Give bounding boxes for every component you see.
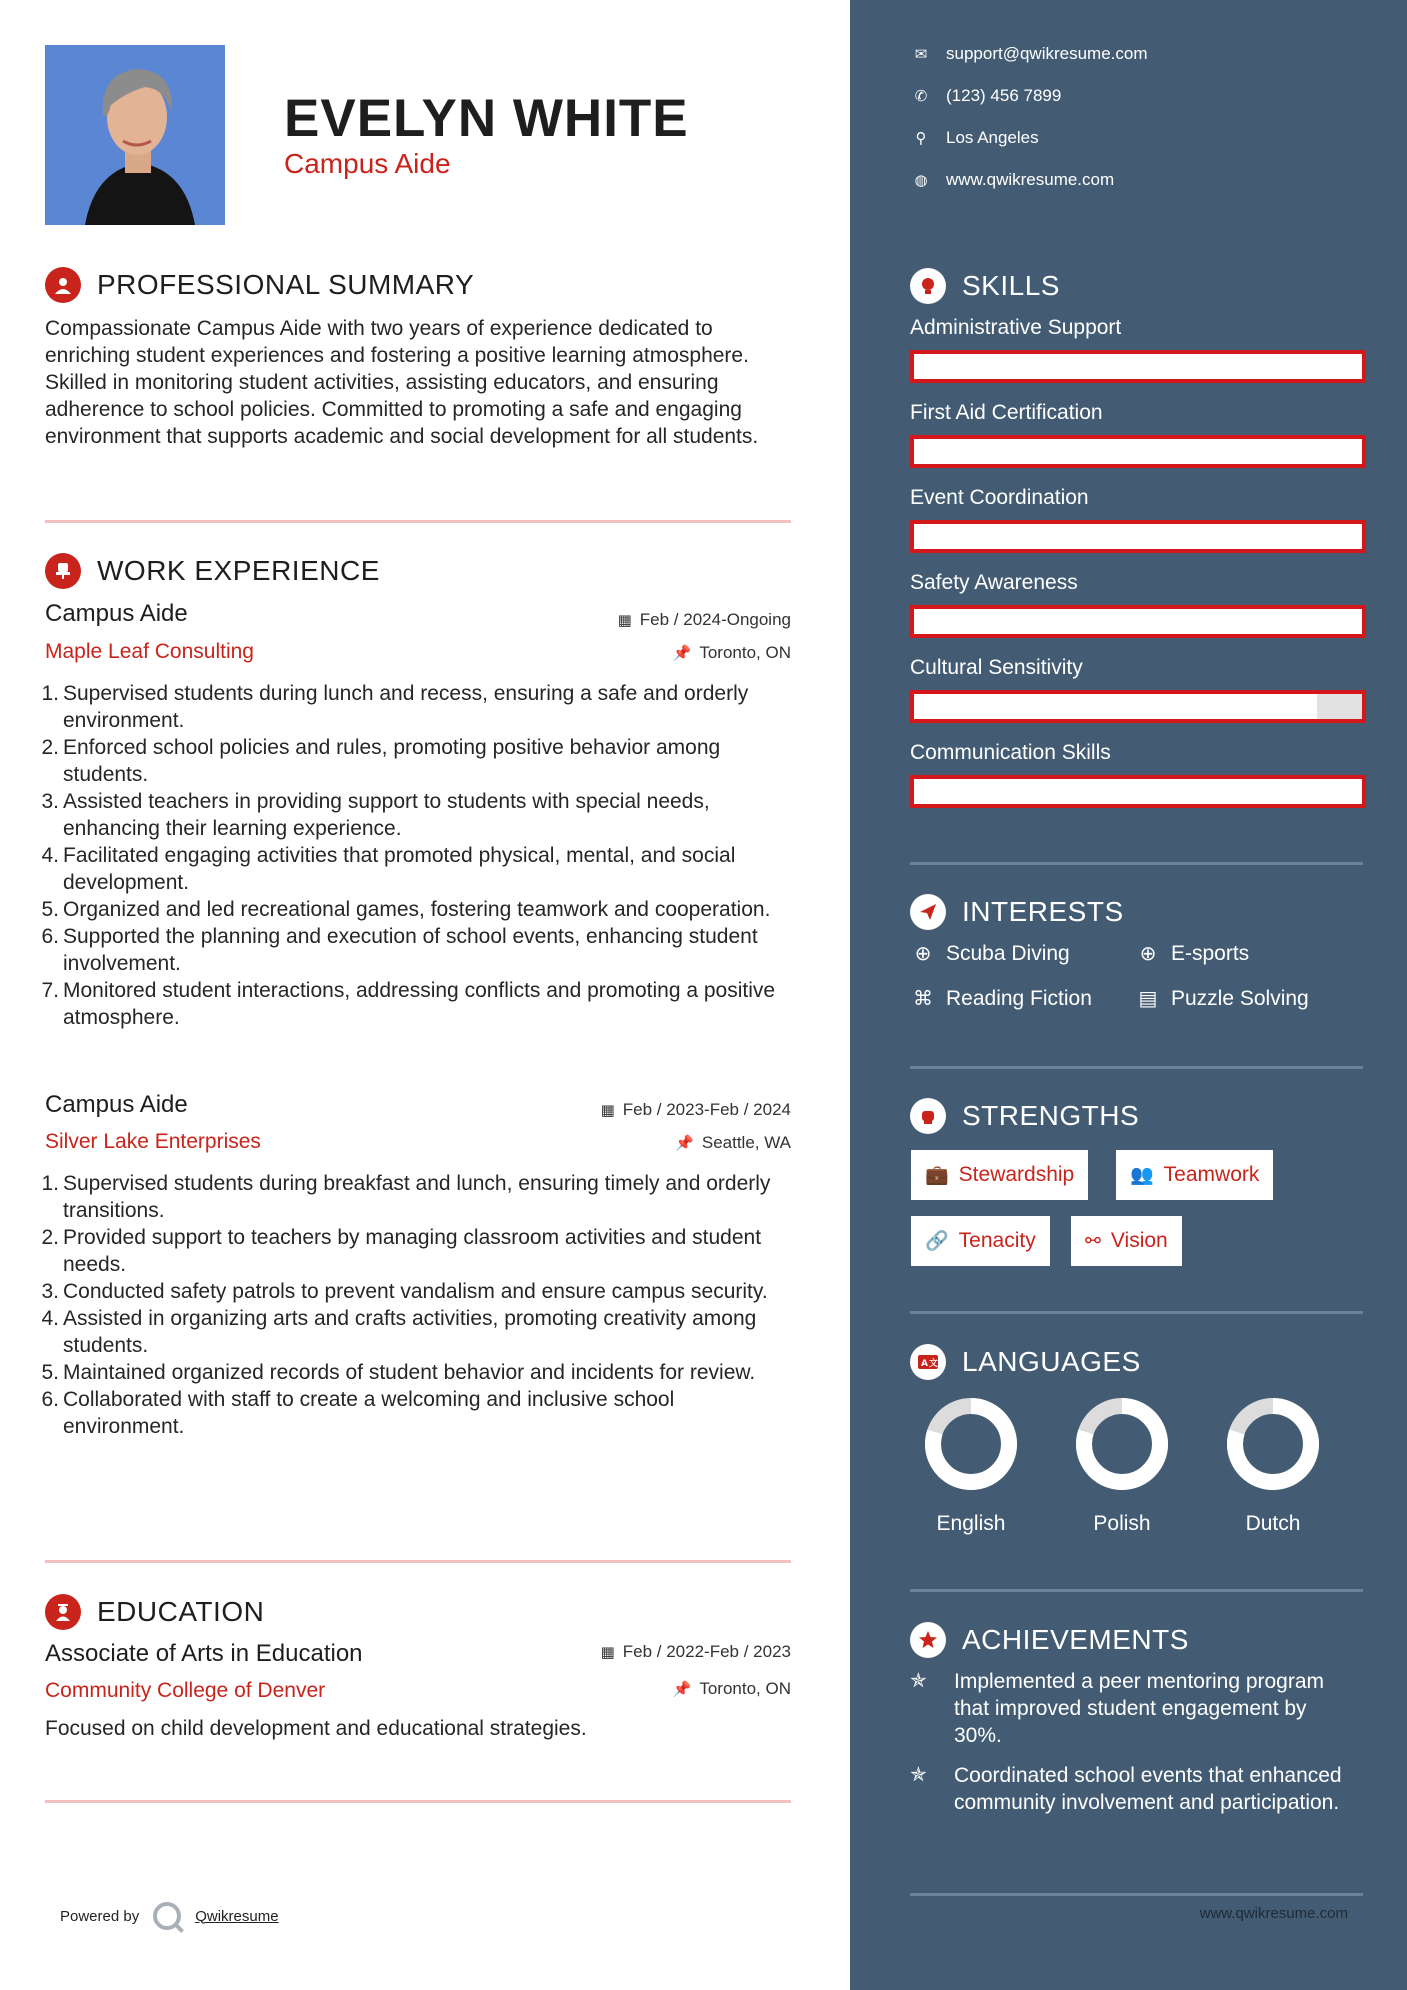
section-divider xyxy=(45,1560,791,1563)
job-bullet xyxy=(30,923,800,977)
contact-phone[interactable] xyxy=(910,86,1061,106)
section-divider xyxy=(910,1589,1363,1592)
bullet-text: Provided support to teachers by managing classroom activities and student needs. xyxy=(63,1226,762,1276)
strength-label: Teamwork xyxy=(1163,1163,1260,1186)
powered-by-text: Powered by xyxy=(60,1907,140,1925)
bullet-number: 3. xyxy=(41,1280,59,1303)
phone-icon: ✆ xyxy=(914,88,928,105)
briefcase-icon: 💼 xyxy=(925,1165,949,1186)
achievements-title: ACHIEVEMENTS xyxy=(962,1624,1189,1655)
skill-bar-fill xyxy=(914,779,1362,804)
qwikresume-logo-icon xyxy=(153,1902,181,1930)
pin-icon: 📌 xyxy=(675,1135,694,1152)
portrait-image xyxy=(45,45,225,225)
job-bullet xyxy=(30,788,800,842)
globe-icon: ◍ xyxy=(914,172,928,189)
contact-location-text: Los Angeles xyxy=(946,128,1039,147)
bullet-number: 1. xyxy=(41,1172,59,1195)
calendar-icon: ▦ xyxy=(600,1644,615,1661)
work-heading xyxy=(45,553,380,589)
section-divider xyxy=(45,1800,791,1803)
job-dates-text: Feb / 2023-Feb / 2024 xyxy=(622,1100,791,1119)
skill-label: Communication Skills xyxy=(910,741,1111,764)
work-title: WORK EXPERIENCE xyxy=(97,555,380,586)
contact-location xyxy=(910,128,1039,148)
skill-bar-fill xyxy=(914,524,1362,549)
skill-bar-fill xyxy=(914,694,1317,719)
skill-label: Cultural Sensitivity xyxy=(910,656,1083,679)
strength-label: Vision xyxy=(1110,1229,1168,1252)
bullet-number: 1. xyxy=(41,682,59,705)
language-label: Polish xyxy=(1093,1512,1151,1535)
skills-heading xyxy=(910,268,1060,304)
interest-item xyxy=(1135,941,1249,966)
star-icon: ✯ xyxy=(910,1764,927,1786)
candidate-title: Campus Aide xyxy=(284,148,451,179)
job-bullet xyxy=(30,896,800,923)
education-location xyxy=(673,1679,791,1699)
job-location-text: Seattle, WA xyxy=(701,1133,791,1152)
star-badge-icon xyxy=(910,1622,946,1658)
user-icon xyxy=(45,267,81,303)
bullet-text: Assisted in organizing arts and crafts activities, promoting creativity among students. xyxy=(63,1307,757,1357)
powered-by xyxy=(60,1902,279,1930)
lightbulb-icon xyxy=(910,268,946,304)
qwikresume-link[interactable]: Qwikresume xyxy=(195,1907,279,1925)
lifebuoy-icon: ⊕ xyxy=(914,943,932,965)
svg-text:A: A xyxy=(921,1359,928,1369)
interest-item xyxy=(910,941,1070,966)
languages-heading xyxy=(910,1344,1141,1380)
bullet-text: Monitored student interactions, addressing conflicts and promoting a positive atmosphere. xyxy=(63,979,776,1029)
language-ring xyxy=(923,1396,1019,1492)
job-location-text: Toronto, ON xyxy=(699,643,791,662)
skill-bar-fill xyxy=(914,609,1362,634)
interest-item xyxy=(1135,986,1309,1011)
job-bullet xyxy=(30,1170,800,1224)
section-divider xyxy=(45,520,791,523)
achievement-text: Implemented a peer mentoring program that improved student engagement by 30%. xyxy=(954,1670,1325,1747)
binoculars-icon: ⚯ xyxy=(1085,1230,1101,1252)
fist-icon xyxy=(910,1098,946,1134)
skill-bar xyxy=(910,350,1366,383)
language-label: English xyxy=(936,1512,1006,1535)
strengths-title: STRENGTHS xyxy=(962,1100,1140,1131)
skill-bar xyxy=(910,690,1366,723)
job-dates xyxy=(601,1100,791,1120)
job-bullet xyxy=(30,1278,800,1305)
summary-title: PROFESSIONAL SUMMARY xyxy=(97,269,475,300)
achievement-text: Coordinated school events that enhanced community involvement and participation. xyxy=(954,1764,1342,1814)
section-divider xyxy=(910,1893,1363,1896)
job-title: Campus Aide xyxy=(45,600,188,627)
contact-website-text: www.qwikresume.com xyxy=(946,170,1115,189)
skills-title: SKILLS xyxy=(962,270,1060,301)
interest-label: Puzzle Solving xyxy=(1171,986,1309,1010)
office-chair-icon xyxy=(45,553,81,589)
education-description: Focused on child development and educational strategies. xyxy=(45,1717,587,1740)
pin-icon: 📌 xyxy=(672,645,692,662)
skill-bar xyxy=(910,435,1366,468)
candidate-name: EVELYN WHITE xyxy=(284,89,689,148)
job-company: Silver Lake Enterprises xyxy=(45,1130,261,1153)
skill-bar-fill xyxy=(914,439,1362,464)
calendar-icon: ▦ xyxy=(617,612,632,629)
bullet-text: Facilitated engaging activities that promoted physical, mental, and social development. xyxy=(63,844,736,894)
interests-title: INTERESTS xyxy=(962,896,1124,927)
language-ring xyxy=(1074,1396,1170,1492)
bullet-text: Enforced school policies and rules, promoting positive behavior among students. xyxy=(63,736,721,786)
degree-title: Associate of Arts in Education xyxy=(45,1640,363,1667)
language-ring xyxy=(1225,1396,1321,1492)
contact-phone-text: (123) 456 7899 xyxy=(946,86,1062,105)
svg-text:文: 文 xyxy=(929,1359,939,1369)
interest-label: Scuba Diving xyxy=(946,941,1070,965)
summary-text: Compassionate Campus Aide with two years of experience dedicated to enriching student experiences and fostering a positive learning atmosphere. Skilled in monitoring student activities, assisting educators, and ensuring adherence to school policies. Committed to promoting a safe and engaging environment that supports academic and social development for all students. xyxy=(45,317,759,448)
bullet-text: Supported the planning and execution of school events, enhancing student involvement. xyxy=(63,925,758,975)
job-bullet xyxy=(30,1386,800,1440)
education-dates xyxy=(601,1642,791,1662)
bullet-number: 4. xyxy=(41,844,59,867)
bullet-number: 2. xyxy=(41,1226,59,1249)
achievements-heading xyxy=(910,1622,1189,1658)
job-bullet xyxy=(30,1224,800,1278)
language-label: Dutch xyxy=(1245,1512,1301,1535)
strengths-heading xyxy=(910,1098,1139,1134)
school-name: Community College of Denver xyxy=(45,1679,326,1702)
interest-label: Reading Fiction xyxy=(946,986,1092,1010)
sidebar xyxy=(850,0,1407,1990)
bullet-number: 5. xyxy=(41,1361,59,1384)
pin-icon: 📌 xyxy=(672,1681,692,1698)
language-item xyxy=(911,1396,1031,1536)
bullet-text: Conducted safety patrols to prevent vandalism and ensure campus security. xyxy=(63,1280,768,1303)
bullet-number: 3. xyxy=(41,790,59,813)
achievement-item xyxy=(910,1668,1350,1749)
bullet-number: 4. xyxy=(41,1307,59,1330)
bullet-text: Collaborated with staff to create a welcoming and inclusive school environment. xyxy=(63,1388,675,1438)
education-heading xyxy=(45,1594,264,1630)
job-company: Maple Leaf Consulting xyxy=(45,640,254,663)
contact-email-text: support@qwikresume.com xyxy=(946,44,1148,63)
interests-heading xyxy=(910,894,1124,930)
section-divider xyxy=(910,1066,1363,1069)
skill-label: Administrative Support xyxy=(910,316,1122,339)
link-icon: 🔗 xyxy=(925,1231,949,1252)
skill-label: Safety Awareness xyxy=(910,571,1078,594)
graduate-icon xyxy=(45,1594,81,1630)
education-location-text: Toronto, ON xyxy=(699,1679,791,1698)
contact-email[interactable] xyxy=(910,44,1148,64)
strength-tag xyxy=(1071,1216,1182,1266)
lifebuoy-icon: ⊕ xyxy=(1139,943,1157,965)
job-bullet xyxy=(30,1305,800,1359)
interest-label: E-sports xyxy=(1171,941,1250,965)
strength-tag xyxy=(911,1150,1088,1200)
bullet-number: 6. xyxy=(41,1388,59,1411)
interest-item xyxy=(910,986,1092,1011)
book-icon: ▤ xyxy=(1138,988,1158,1010)
job-bullet xyxy=(30,1359,800,1386)
bullet-text: Assisted teachers in providing support to students with special needs, enhancing their learning experience. xyxy=(63,790,710,840)
language-item xyxy=(1213,1396,1333,1536)
bullet-text: Organized and led recreational games, fostering teamwork and cooperation. xyxy=(63,898,771,921)
job-dates xyxy=(618,610,791,630)
translate-icon xyxy=(910,1344,946,1380)
strength-label: Stewardship xyxy=(958,1163,1075,1186)
calendar-icon: ▦ xyxy=(600,1102,615,1119)
job-bullets xyxy=(30,1170,800,1440)
bullet-number: 5. xyxy=(41,898,59,921)
map-marker-icon: ⚲ xyxy=(915,130,927,147)
profile-photo xyxy=(45,45,225,225)
strength-label: Tenacity xyxy=(958,1229,1036,1252)
bullet-number: 2. xyxy=(41,736,59,759)
job-bullet xyxy=(30,734,800,788)
bullet-text: Supervised students during lunch and recess, ensuring a safe and orderly environment. xyxy=(63,682,749,732)
strength-tag xyxy=(1116,1150,1273,1200)
bullet-text: Maintained organized records of student behavior and incidents for review. xyxy=(63,1361,756,1384)
skill-bar xyxy=(910,775,1366,808)
job-bullet xyxy=(30,977,800,1031)
achievement-item xyxy=(910,1762,1350,1816)
bullet-number: 6. xyxy=(41,925,59,948)
language-item xyxy=(1062,1396,1182,1536)
job-location xyxy=(673,643,791,663)
job-location xyxy=(675,1133,791,1153)
skill-bar-fill xyxy=(914,354,1362,379)
users-icon: 👥 xyxy=(1130,1165,1154,1186)
skill-label: Event Coordination xyxy=(910,486,1089,509)
star-icon: ✯ xyxy=(910,1670,927,1692)
job-bullet xyxy=(30,680,800,734)
job-bullets xyxy=(30,680,800,1031)
job-bullet xyxy=(30,842,800,896)
education-dates-text: Feb / 2022-Feb / 2023 xyxy=(622,1642,791,1661)
summary-heading xyxy=(45,267,474,303)
gamepad-icon: ⌘ xyxy=(913,988,933,1010)
skill-bar xyxy=(910,605,1366,638)
languages-title: LANGUAGES xyxy=(962,1346,1141,1377)
job-title: Campus Aide xyxy=(45,1091,188,1118)
envelope-icon: ✉ xyxy=(914,46,928,63)
section-divider xyxy=(910,862,1363,865)
skill-label: First Aid Certification xyxy=(910,401,1103,424)
job-dates-text: Feb / 2024-Ongoing xyxy=(639,610,791,629)
footer-url[interactable]: www.qwikresume.com xyxy=(1199,1905,1348,1922)
bullet-number: 7. xyxy=(41,979,59,1002)
strength-tag xyxy=(911,1216,1050,1266)
bullet-text: Supervised students during breakfast and lunch, ensuring timely and orderly transitions. xyxy=(63,1172,771,1222)
contact-website[interactable] xyxy=(910,170,1114,190)
education-title: EDUCATION xyxy=(97,1596,265,1627)
paper-plane-icon xyxy=(910,894,946,930)
skill-bar xyxy=(910,520,1366,553)
section-divider xyxy=(910,1311,1363,1314)
